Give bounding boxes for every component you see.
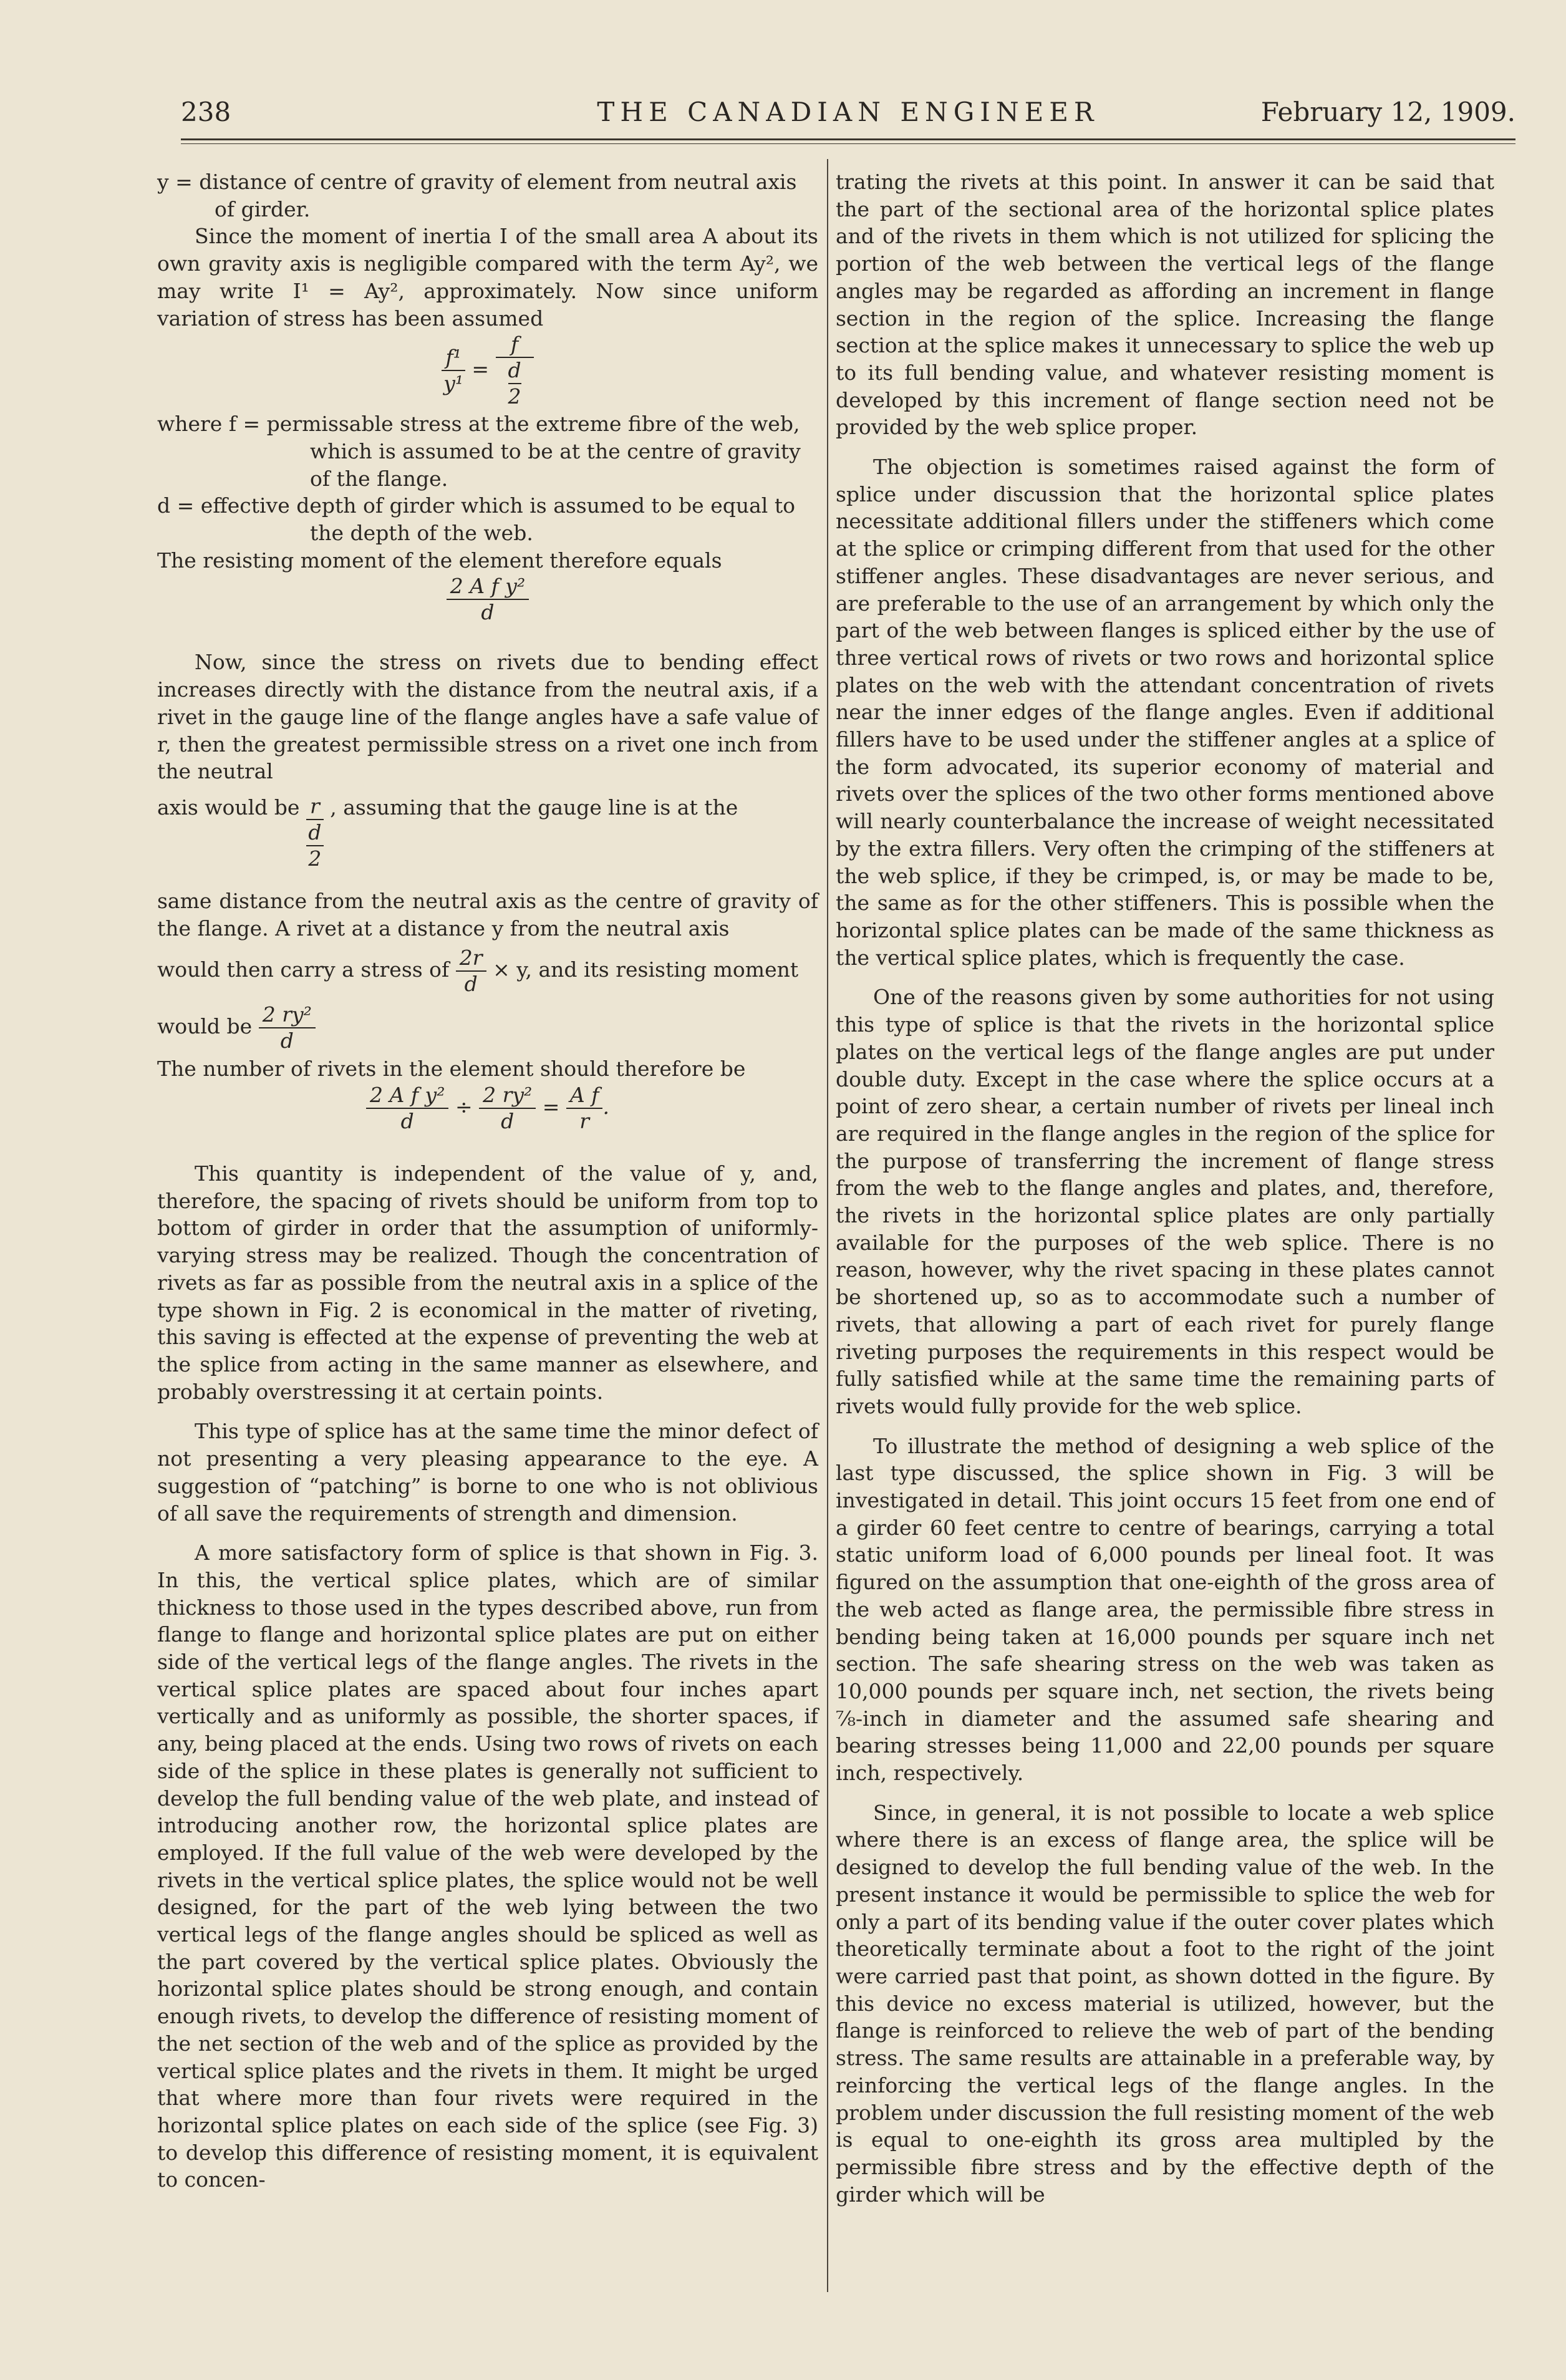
fraction: $\frac{2r}{d}$: [456, 946, 486, 997]
fraction: r d 2: [306, 794, 324, 871]
header-rule-thick: [181, 138, 1515, 140]
paragraph: Since the moment of inertia I of the small area A about its own gravity axis is negligible compared with the term Ay², we may write I¹ = Ay², approximately. Now since uniform variation of stress has been assumed: [157, 224, 818, 331]
paragraph: To illustrate the method of designing a web splice of the last type discussed, the splice shown in Fig. 3 will be investigated in detail. This joint occurs 15 feet from one end of a girder 60 feet centre to centre of bearings, carrying a total static uniform load of 6,000 pounds per lineal foot. It was figured on the assumption that one-eighth of the gross area of the web acted as flange area, the permissible fibre stress in bending being taken at 16,000 pounds per square inch net section. The safe shearing stress on the web was taken as 10,000 pounds per square inch, net section, the rivets being ⅞-inch in diameter and the assumed safe shearing and bearing stresses being 11,000 and 22,00 pounds per square inch, respectively.: [836, 1433, 1494, 1786]
equation-resisting-moment: [157, 574, 818, 636]
paragraph: same distance from the neutral axis as the centre of gravity of the flange. A rivet at a distance y from the neutral axis: [157, 888, 818, 941]
definition-d: d = effective depth of girder which is assumed to be equal to the depth of the web.: [157, 493, 795, 546]
fraction: $\frac{\text{2 A f y²}}{d}$: [366, 1083, 448, 1134]
paragraph: Now, since the stress on rivets due to bending effect increases directly with the distance from the neutral axis, if a rivet in the gauge line of the flange angles have a safe value of r, then the greatest permissible stress on a rivet one inch from the neutral: [157, 650, 818, 784]
definition-y: y = distance of centre of gravity of element from neutral axis of girder.: [157, 170, 797, 221]
fraction: $\frac{\text{2 ry²}}{d}$: [259, 1002, 316, 1053]
equation-stress-ratio: $\frac{\text{f¹}}{\text{y¹}}$ = f d 2: [157, 332, 818, 410]
inline-equation-line: would then carry a stress of $\frac{2r}{d}$ × y, and its resisting moment: [157, 946, 799, 997]
paragraph: One of the reasons given by some authorities for not using this type of splice is that the rivets in the horizontal splice plates on the vertical legs of the flange angles are put under double duty. Except in the case where the splice occurs at a point of zero shear, a certain number of rivets per lineal inch are required in the flange angles in the region of the splice for the purpose of transferring the increment of flange stress from the web to the flange angles and plates, and, therefore, the rivets in the horizontal splice plates are only partially available for the purposes of the web splice. There is no reason, however, why the rivet spacing in these plates cannot be shortened up, so as to accommodate such a number of rivets, that allowing a part of each rivet for purely flange riveting purposes the requirements in this respect would be fully satisfied while at the same time the remaining parts of rivets would fully provide for the web splice.: [836, 985, 1494, 1418]
issue-date: February 12, 1909.: [1260, 97, 1515, 127]
page-number: 238: [181, 97, 231, 127]
fraction: $\frac{\text{2 A f y²}}{d}$: [447, 574, 529, 625]
fraction: $\frac{\text{A f}}{r}$: [566, 1083, 603, 1134]
paragraph: The number of rivets in the element should therefore be: [157, 1057, 746, 1081]
definition-f: where f = permissable stress at the extreme fibre of the web, which is assumed to be at the centre of gravity of the flange.: [157, 412, 801, 491]
paragraph: This type of splice has at the same time the minor defect of not presenting a very pleasing appearance to the eye. A suggestion of “patching” is borne to one who is not oblivious of all save the requirements of strength and dimension.: [157, 1419, 818, 1526]
right-column: [836, 168, 1494, 2208]
paragraph: This quantity is independent of the value of y, and, therefore, the spacing of rivets should be uniform from top to bottom of girder in order that the assumption of uniformly-varying stress may be realized. Though the concentration of rivets as far as possible from the neutral axis in a splice of the type shown in Fig. 2 is economical in the matter of riveting, this saving is effected at the expense of preventing the web at the splice from acting in the same manner as elsewhere, and probably overstressing it at certain points.: [157, 1161, 818, 1404]
paragraph: Since, in general, it is not possible to locate a web splice where there is an excess of flange area, the splice will be designed to develop the full bending value of the web. In the present instance it would be permissible to splice the web for only a part of its bending value if the outer cover plates which theoretically terminate about a foot to the right of the joint were carried past that point, as shown dotted in the figure. By this device no excess material is utilized, however, but the flange is reinforced to relieve the web of part of the bending stress. The same results are attainable in a preferable way, by reinforcing the vertical legs of the flange angles. In the problem under discussion the full resisting moment of the web is equal to one-eighth its gross area multipled by the permissible fibre stress and by the effective depth of the girder which will be: [836, 1800, 1494, 2207]
fraction: f d 2: [496, 332, 534, 409]
paragraph: The objection is sometimes raised against the form of splice under discussion that the horizontal splice plates necessitate additional fillers under the stiffeners which come at the splice or crimping different from that used for the other stiffener angles. These disadvantages are never serious, and are preferable to the use of an arrangement by which only the part of the web between flanges is spliced either by the use of three vertical rows of rivets or two rows and horizontal splice plates on the web with the attendant concentration of rivets near the inner edges of the flange angles. Even if additional fillers have to be used under the stiffener angles at a splice of the form advocated, its superior economy of material and rivets over the splices of the two other forms mentioned above will nearly counterbalance the increase of weight necessitated by the extra fillers. Very often the crimping of the stiffeners at the web splice, if they be crimped, is, or may be made to be, the same as for the other stiffeners. This is possible when the horizontal splice plates can be made of the same thickness as the vertical splice plates, which is frequently the case.: [836, 455, 1494, 970]
fraction: $\frac{\text{f¹}}{\text{y¹}}$: [442, 345, 465, 396]
column-divider: [827, 159, 828, 2292]
journal-title: THE CANADIAN ENGINEER: [597, 97, 1100, 127]
inline-equation-line: axis would be r d 2 , assuming that the gauge line is at the: [157, 793, 738, 871]
running-header: [181, 97, 1515, 140]
fraction: $\frac{\text{2 ry²}}{d}$: [479, 1083, 536, 1134]
left-column: [157, 168, 818, 2194]
header-rule-thin: [181, 143, 1515, 144]
equation-rivet-count: $\frac{\text{2 A f y²}}{d}$ ÷ $\frac{\text{2 ry²}}{d}$ = $\frac{\text{A f}}{r}$ .: [157, 1083, 818, 1148]
paragraph: The resisting moment of the element therefore equals: [157, 548, 722, 573]
paragraph: A more satisfactory form of splice is that shown in Fig. 3. In this, the vertical splice plates, which are of similar thickness to those used in the types described above, run from flange to flange and horizontal splice plates are put on either side of the vertical legs of the flange angles. The rivets in the vertical splice plates are spaced about four inches apart vertically and as uniformly as possible, the shorter spaces, if any, being placed at the ends. Using two rows of rivets on each side of the splice in these plates is generally not sufficient to develop the full bending value of the web plate, and instead of introducing another row, the horizontal splice plates are employed. If the full value of the web were developed by the rivets in the vertical splice plates, the splice would not be well designed, for the part of the web lying between the two vertical legs of the flange angles should be spliced as well as the part covered by the vertical splice plates. Obviously the horizontal splice plates should be strong enough, and contain enough rivets, to develop the difference of resisting moment of the net section of the web and of the splice as provided by the vertical splice plates and the rivets in them. It might be urged that where more than four rivets were required in the horizontal splice plates on each side of the splice (see Fig. 3) to develop this difference of resisting moment, it is equivalent to concen-: [157, 1541, 818, 2192]
inline-equation-line: would be $\frac{\text{2 ry²}}{d}$: [157, 998, 818, 1055]
paragraph: trating the rivets at this point. In answer it can be said that the part of the sectional area of the horizontal splice plates and of the rivets in them which is not utilized for splicing the portion of the web between the vertical legs of the flange angles may be regarded as affording an increment in flange section in the region of the splice. Increasing the flange section at the splice makes it unnecessary to splice the web up to its full bending value, and whatever resisting moment is developed by this increment of flange section need not be provided by the web splice proper.: [836, 170, 1494, 440]
